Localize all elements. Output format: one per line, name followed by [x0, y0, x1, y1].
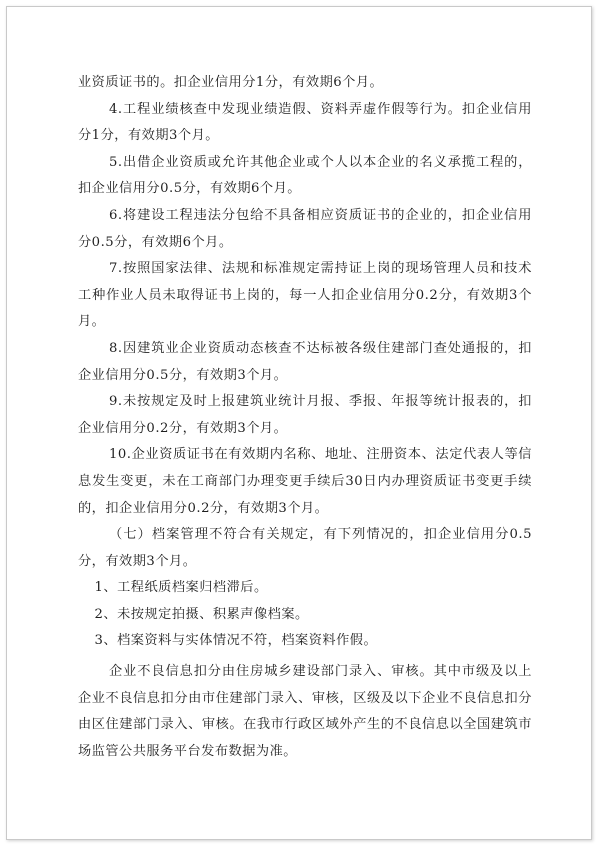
paragraph-item-9: 9.未按规定及时上报建筑业统计月报、季报、年报等统计报表的，扣企业信用分0.2分，有效期3个月。: [78, 394, 532, 436]
document-body: [78, 70, 532, 765]
paragraph-item-6: 6.将建设工程违法分包给不具备相应资质证书的企业的，扣企业信用分0.5分，有效期6个月。: [78, 207, 532, 250]
paragraph-item-10: 10.企业资质证书在有效期内名称、地址、注册资本、法定代表人等信息发生变更，未在工商部门办理变更手续后30日内办理资质证书变更手续的，扣企业信用分0.2分，有效期3个月。: [78, 447, 532, 516]
paragraph-item-7: 7.按照国家法律、法规和标准规定需持证上岗的现场管理人员和技术工种作业人员未取得证书上岗的，每一人扣企业信用分0.2分，有效期3个月。: [78, 261, 532, 330]
list-item-2: 2、未按规定拍摄、积累声像档案。: [94, 606, 309, 622]
paragraph-continuation: 业资质证书的。扣企业信用分1分，有效期6个月。: [78, 75, 384, 90]
paragraph-item-8: 8.因建筑业企业资质动态核查不达标被各级住建部门查处通报的，扣企业信用分0.5分，有效期3个月。: [78, 340, 532, 383]
paragraph-section-7: （七）档案管理不符合有关规定，有下列情况的，扣企业信用分0.5分，有效期3个月。: [78, 527, 532, 569]
paragraph-closing: 企业不良信息扣分由住房城乡建设部门录入、审核。其中市级及以上企业不良信息扣分由市住建部门录入、审核，区级及以下企业不良信息扣分由区住建部门录入、审核。在我市行政区域外产生的不良信息以全国建筑市场监管公共服务平台发布数据为准。: [78, 664, 532, 759]
list-item-3: 3、档案资料与实体情况不符，档案资料作假。: [94, 633, 378, 649]
paragraph-item-5: 5.出借企业资质或允许其他企业或个人以本企业的名义承揽工程的，扣企业信用分0.5分，有效期6个月。: [78, 154, 532, 197]
list-item-1: 1、工程纸质档案归档滞后。: [94, 580, 268, 596]
paragraph-item-4: 4.工程业绩核查中发现业绩造假、资料弄虚作假等行为。扣企业信用分1分，有效期3个月。: [78, 101, 532, 144]
